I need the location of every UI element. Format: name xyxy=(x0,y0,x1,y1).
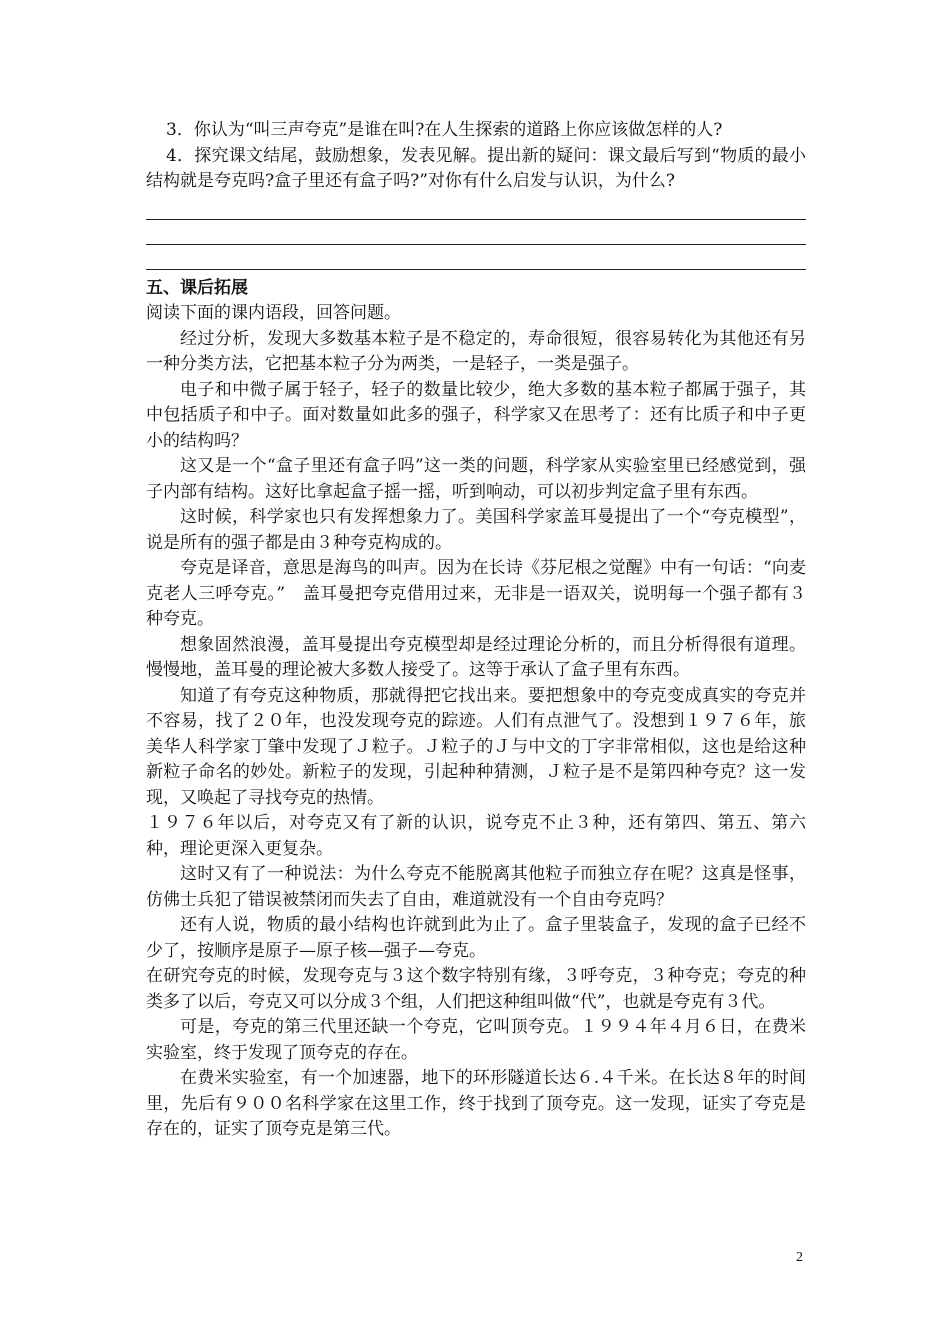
question-3: 3．你认为“叫三声夸克”是谁在叫?在人生探索的道路上你应该做怎样的人? xyxy=(166,120,723,140)
answer-line xyxy=(146,245,806,270)
passage-paragraph: 这时又有了一种说法：为什么夸克不能脱离其他粒子而独立存在呢？这真是怪事，仿佛士兵犯了错误被禁闭而失去了自由，难道就没有一个自由夸克吗？ xyxy=(146,864,806,910)
page-number: 2 xyxy=(796,1250,803,1265)
question-4: 4．探究课文结尾，鼓励想象，发表见解。提出新的疑问：课文最后写到“物质的最小结构就是夸克吗?盒子里还有盒子吗?”对你有什么启发与认识，为什么? xyxy=(146,145,806,191)
page-content xyxy=(146,118,806,1143)
passage-paragraph: 这又是一个“盒子里还有盒子吗”这一类的问题，科学家从实验室里已经感觉到，强子内部有结构。这好比拿起盒子摇一摇，听到响动，可以初步判定盒子里有东西。 xyxy=(146,456,806,502)
passage-paragraph: 夸克是译音，意思是海鸟的叫声。因为在长诗《芬尼根之觉醒》中有一句话：“向麦克老人三呼夸克。” 盖耳曼把夸克借用过来，无非是一语双关，说明每一个强子都有３种夸克。 xyxy=(146,558,806,629)
reading-instruction: 阅读下面的课内语段，回答问题。 xyxy=(146,303,401,323)
passage-paragraph: 这时候，科学家也只有发挥想象力了。美国科学家盖耳曼提出了一个“夸克模型”，说是所有的强子都是由３种夸克构成的。 xyxy=(146,507,806,553)
passage-paragraph: 在费米实验室，有一个加速器，地下的环形隧道长达６.４千米。在长达８年的时间里，先后有９００名科学家在这里工作，终于找到了顶夸克。这一发现，证实了夸克是存在的，证实了顶夸克是第三代。 xyxy=(146,1068,806,1139)
passage-paragraph: 经过分析，发现大多数基本粒子是不稳定的，寿命很短，很容易转化为其他还有另一种分类方法，它把基本粒子分为两类，一是轻子，一类是强子。 xyxy=(146,328,806,374)
answer-line xyxy=(146,195,806,220)
section-title: 五、课后拓展 xyxy=(146,277,248,298)
passage-paragraph: 可是，夸克的第三代里还缺一个夸克，它叫顶夸克。１９９４年４月６日，在费米实验室，终于发现了顶夸克的存在。 xyxy=(146,1017,806,1063)
answer-lines xyxy=(146,195,806,270)
passage-paragraph: 知道了有夸克这种物质，那就得把它找出来。要把想象中的夸克变成真实的夸克并不容易，找了２０年，也没发现夸克的踪迹。人们有点泄气了。没想到１９７６年，旅美华人科学家丁肇中发现了Ｊ粒子。Ｊ粒子的Ｊ与中文的丁字非常相似，这也是给这种新粒子命名的妙处。新粒子的发现，引起种种猜测，Ｊ粒子是不是第四种夸克？这一发现，又唤起了寻找夸克的热情。 xyxy=(146,685,806,808)
passage-paragraph: 还有人说，物质的最小结构也许就到此为止了。盒子里装盒子，发现的盒子已经不少了，按顺序是原子—原子核—强子—夸克。 xyxy=(146,915,806,961)
passage-paragraph: 电子和中微子属于轻子，轻子的数量比较少，绝大多数的基本粒子都属于强子，其中包括质子和中子。面对数量如此多的强子，科学家又在思考了：还有比质子和中子更小的结构吗？ xyxy=(146,379,806,451)
passage-paragraph: 在研究夸克的时候，发现夸克与３这个数字特别有缘，３呼夸克，３种夸克；夸克的种类多了以后，夸克又可以分成３个组，人们把这种组叫做“代”，也就是夸克有３代。 xyxy=(146,966,806,1012)
answer-line xyxy=(146,220,806,245)
reading-passage xyxy=(146,327,806,1143)
passage-paragraph: １９７６年以后，对夸克又有了新的认识，说夸克不止３种，还有第四、第五、第六种，理论更深入更复杂。 xyxy=(146,813,806,859)
passage-paragraph: 想象固然浪漫，盖耳曼提出夸克模型却是经过理论分析的，而且分析得很有道理。慢慢地，盖耳曼的理论被大多数人接受了。这等于承认了盒子里有东西。 xyxy=(146,634,806,680)
